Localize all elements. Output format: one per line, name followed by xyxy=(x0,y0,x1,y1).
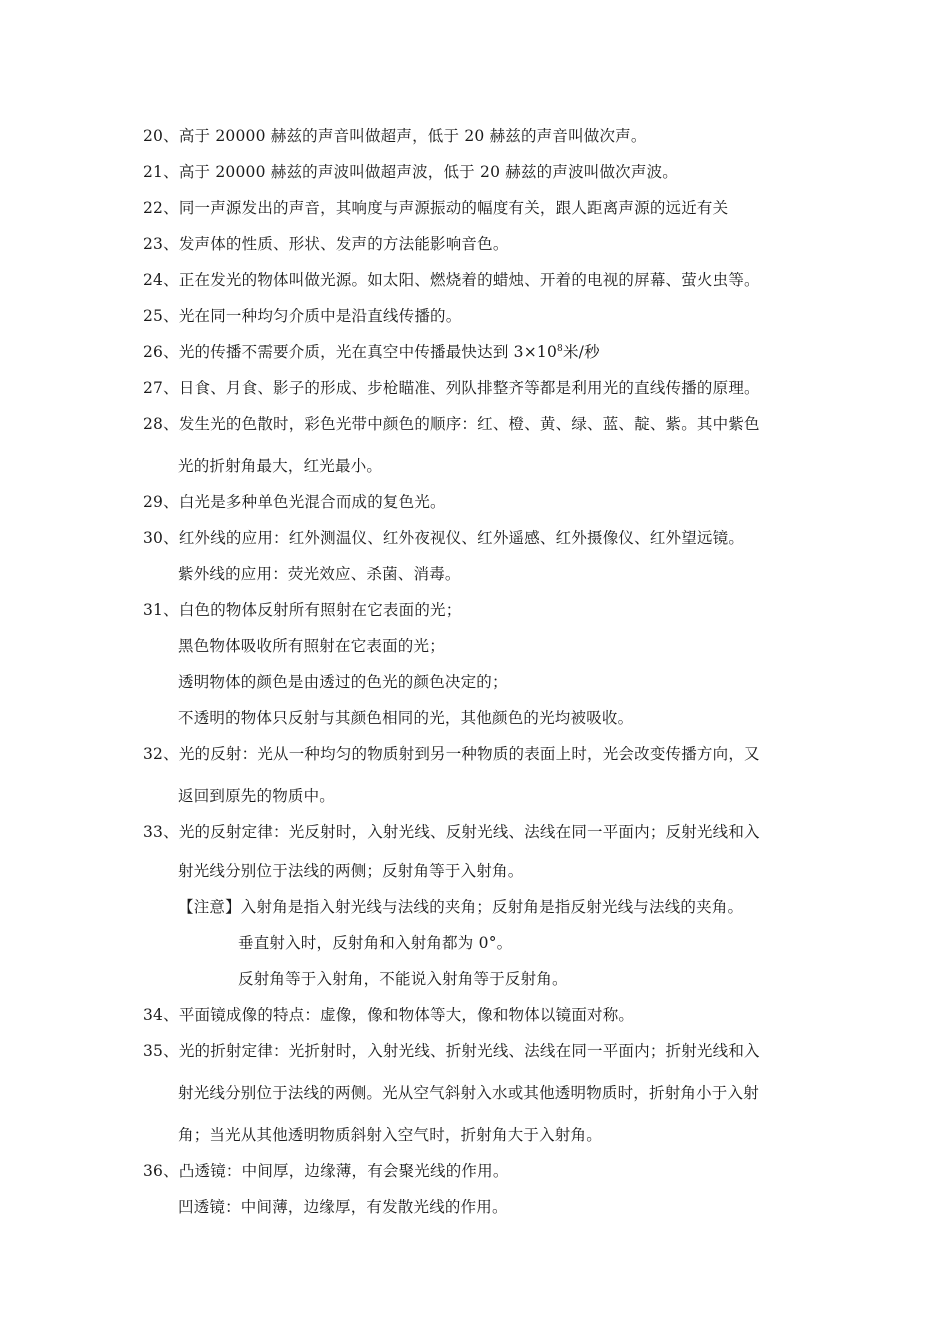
item-35-line3: 角；当光从其他透明物质斜射入空气时，折射角大于入射角。 xyxy=(178,1126,602,1144)
item-20: 20、高于 20000 赫兹的声音叫做超声，低于 20 赫兹的声音叫做次声。 xyxy=(143,127,647,145)
item-28-line2: 光的折射角最大，红光最小。 xyxy=(178,457,383,475)
item-26-text: 26、光的传播不需要介质，光在真空中传播最快达到 3×10 xyxy=(143,343,558,361)
item-26-unit: 米/秒 xyxy=(562,343,600,361)
item-34: 34、平面镜成像的特点：虚像，像和物体等大，像和物体以镜面对称。 xyxy=(143,1006,635,1024)
item-33-line1: 33、光的反射定律：光反射时，入射光线、反射光线、法线在同一平面内；反射光线和入 xyxy=(143,823,760,841)
item-33-note: 【注意】入射角是指入射光线与法线的夹角；反射角是指反射光线与法线的夹角。 xyxy=(178,898,744,916)
item-32-line1: 32、光的反射：光从一种均匀的物质射到另一种物质的表面上时，光会改变传播方向，又 xyxy=(143,745,760,763)
item-31-line2: 黑色物体吸收所有照射在它表面的光； xyxy=(178,637,445,655)
item-27: 27、日食、月食、影子的形成、步枪瞄准、列队排整齐等都是利用光的直线传播的原理。 xyxy=(143,379,760,397)
item-29: 29、白光是多种单色光混合而成的复色光。 xyxy=(143,493,446,511)
item-22: 22、同一声源发出的声音，其响度与声源振动的幅度有关，跟人距离声源的远近有关 xyxy=(143,199,729,217)
item-33-note-line3: 反射角等于入射角，不能说入射角等于反射角。 xyxy=(238,970,568,988)
item-26 xyxy=(143,342,600,362)
item-24: 24、正在发光的物体叫做光源。如太阳、燃烧着的蜡烛、开着的电视的屏幕、萤火虫等。 xyxy=(143,271,760,289)
item-31-line3: 透明物体的颜色是由透过的色光的颜色决定的； xyxy=(178,673,508,691)
item-36-line1: 36、凸透镜：中间厚，边缘薄，有会聚光线的作用。 xyxy=(143,1162,509,1180)
item-35-line2: 射光线分别位于法线的两侧。光从空气斜射入水或其他透明物质时，折射角小于入射 xyxy=(178,1084,759,1102)
item-21: 21、高于 20000 赫兹的声波叫做超声波，低于 20 赫兹的声波叫做次声波。 xyxy=(143,163,678,181)
item-33-line2: 射光线分别位于法线的两侧；反射角等于入射角。 xyxy=(178,862,524,880)
item-33-note-line2: 垂直射入时，反射角和入射角都为 0°。 xyxy=(238,934,513,952)
item-26-exponent: 8 xyxy=(557,343,563,354)
item-30-line1: 30、红外线的应用：红外测温仪、红外夜视仪、红外遥感、红外摄像仪、红外望远镜。 xyxy=(143,529,745,547)
item-31-line1: 31、白色的物体反射所有照射在它表面的光； xyxy=(143,601,462,619)
item-32-line2: 返回到原先的物质中。 xyxy=(178,787,336,805)
item-25: 25、光在同一种均匀介质中是沿直线传播的。 xyxy=(143,307,462,325)
item-23: 23、发声体的性质、形状、发声的方法能影响音色。 xyxy=(143,235,509,253)
item-28-line1: 28、发生光的色散时，彩色光带中颜色的顺序：红、橙、黄、绿、蓝、靛、紫。其中紫色 xyxy=(143,415,760,433)
item-31-line4: 不透明的物体只反射与其颜色相同的光，其他颜色的光均被吸收。 xyxy=(178,709,634,727)
item-35-line1: 35、光的折射定律：光折射时，入射光线、折射光线、法线在同一平面内；折射光线和入 xyxy=(143,1042,760,1060)
item-36-line2: 凹透镜：中间薄，边缘厚，有发散光线的作用。 xyxy=(178,1198,508,1216)
item-30-line2: 紫外线的应用：荧光效应、杀菌、消毒。 xyxy=(178,565,461,583)
